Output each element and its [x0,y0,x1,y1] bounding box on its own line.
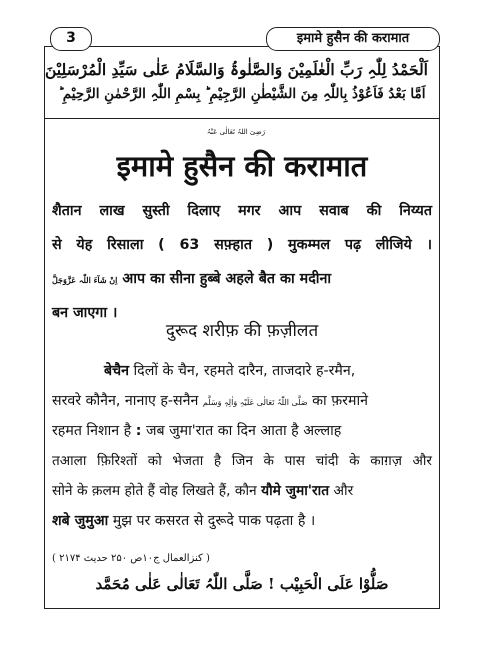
virtue-line-1 [52,356,432,386]
arabic-opening-line-1: اَلْحَمْدُ لِلّٰہِ رَبِّ الْعٰلَمِیْنَ وَالصَّلٰوۃُ وَالسَّلَامُ عَلٰی سَیِّدِ الْمُرْسَلِیْنَ [45,60,428,79]
hadith-reference: ( کنزالعمال ج۱۰ص ۲۵۰ حدیث ۲۱۷۴ ) [52,553,210,564]
page-number: 3 [50,27,92,51]
virtue-line-3-text-a: रहमत निशान है [52,423,132,439]
intro-line-3 [52,262,432,297]
closing-salawat: صَلُّوْا عَلَی الْحَبِیْب ! صَلَّی اللّٰہُ تَعَالٰی عَلٰی مُحَمَّد [95,575,389,593]
virtue-line-1-text: दिलों के चैन, रहमते दारैन, ताजदारे ह-रमैन, [133,363,356,379]
virtue-line-3-colon: : [135,423,142,439]
main-title: इमामे हुसैन की करामात [116,149,368,183]
arabic-opening-line-2: اَمَّا بَعْدُ فَاَعُوْذُ بِاللّٰہِ مِنَ الشَّیْطٰنِ الرَّجِیْمِ ؕ بِسْمِ اللّٰہِ الرَّحْمٰنِ الرَّحِیْمِ ؕ [58,86,426,102]
virtue-bold-bechain: बेचैन [104,363,129,379]
intro-line-3-text: आप का सीना हुब्बे अहले बैत का मदीना [122,271,332,287]
title-honorific: رَضِیَ اللہُ تَعَالٰی عَنْہُ [206,128,266,136]
intro-line-1: शैतान लाख सुस्ती दिलाए मगर आप सवाब की निय्यत [52,203,432,219]
intro-line-4: बन जाएगा । [52,305,118,321]
virtue-line-2-text-b: का फ़रमाने [312,393,369,409]
virtue-line-6-text: मुझ पर कसरत से दुरूदे पाक पढ़ता है । [112,513,316,529]
virtue-line-5 [52,476,432,506]
section-subtitle: दुरूद शरीफ़ की फ़ज़ीलत [165,321,319,341]
virtue-bold-yaume-jumarat: यौमे जुमा'रात [261,483,330,499]
header-divider [44,118,440,119]
inline-arabic-dua: اِنْ شَآءَ اللّٰہ عَزَّوَجَلَّ [52,275,118,285]
virtue-line-6 [52,506,432,536]
header-title: इमामे हुसैन की करामात [266,27,440,51]
virtue-line-4: तआला फ़िरिश्तों को भेजता है जिन के पास चांदी के काग़ज़ और [52,453,432,469]
intro-line-2: से येह रिसाला ( 63 सफ़्हात ) मुकम्मल पढ़ लीजिये । [52,237,432,253]
virtue-line-5-text-b: और [333,483,354,499]
virtue-line-3 [52,416,432,446]
inline-arabic-salawat: صَلَّی اللّٰہُ تَعَالٰی عَلَیْہِ وَاٰلِہٖ وَسَلَّم [202,398,308,407]
virtue-bold-shabe-jumua: शबे जुमुआ [52,513,109,529]
virtue-line-3-text-b: जब जुमा'रात का दिन आता है अल्लाह [145,423,342,439]
virtue-line-2 [52,386,432,418]
virtue-line-5-text-a: सोने के क़लम होते हैं वोह लिखते हैं, कौन [52,483,257,499]
virtue-line-2-text-a: सरवरे कौनैन, नानाए ह-सनैन [52,393,199,409]
